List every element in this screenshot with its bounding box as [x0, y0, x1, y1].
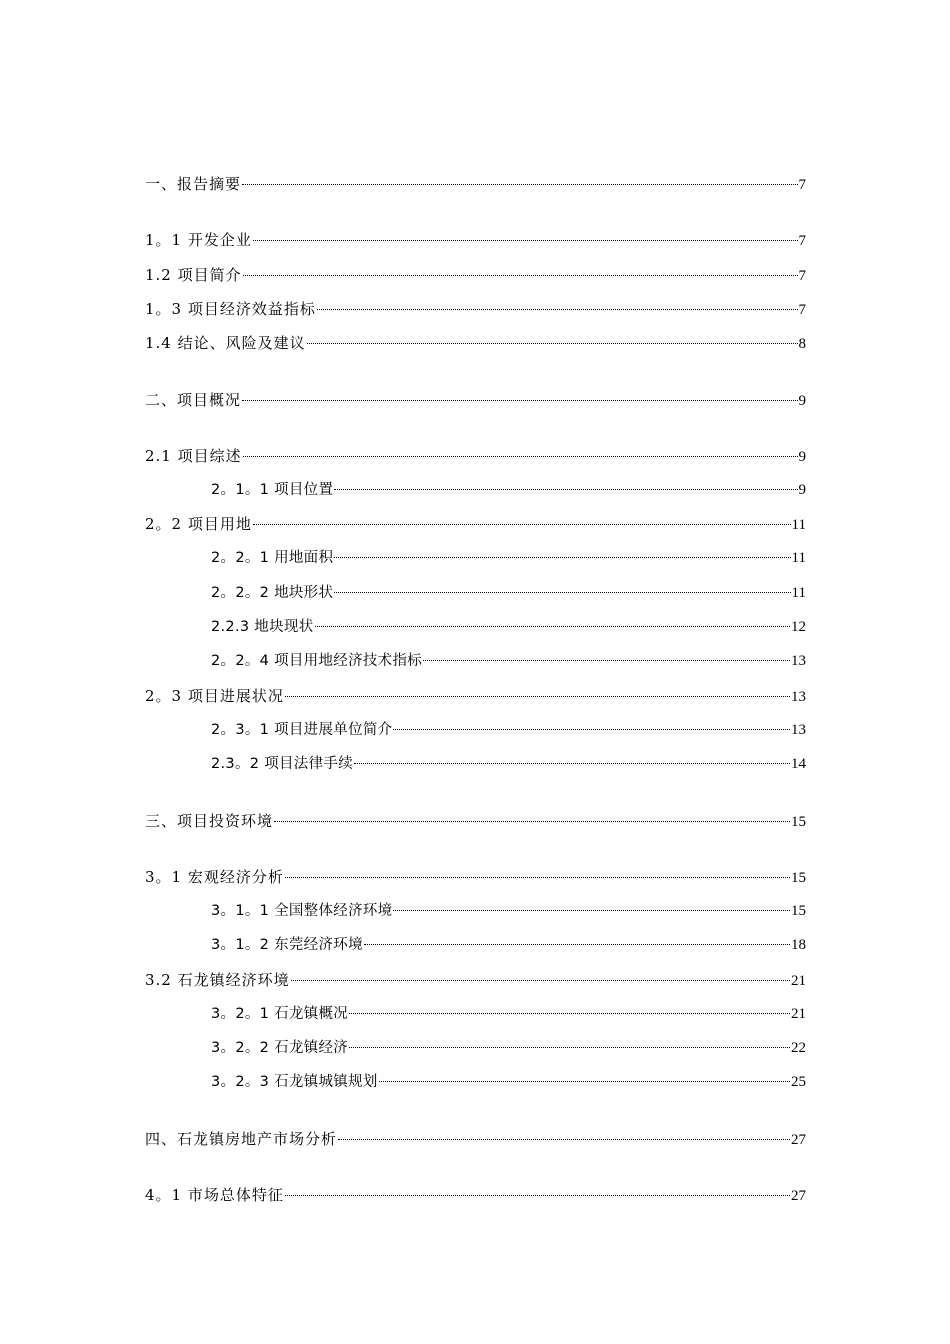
- toc-dot-leader: [379, 1081, 790, 1082]
- toc-page-number: 12: [791, 619, 806, 635]
- toc-entry-title: 2.3。2 项目法律手续: [211, 756, 353, 772]
- toc-entry-title: 3。2。3 石龙镇城镇规划: [211, 1074, 378, 1090]
- toc-dot-leader: [242, 400, 797, 401]
- toc-page-number: 11: [791, 585, 806, 601]
- toc-page-number: 18: [791, 937, 806, 953]
- toc-entry[interactable]: [211, 1036, 806, 1060]
- toc-dot-leader: [243, 275, 798, 276]
- toc-entry-title: 二、项目概况: [145, 391, 242, 409]
- toc-entry[interactable]: [211, 546, 806, 570]
- toc-entry[interactable]: [145, 228, 806, 252]
- toc-page-number: 25: [791, 1074, 806, 1090]
- toc-dot-leader: [354, 763, 790, 764]
- toc-dot-leader: [253, 240, 798, 241]
- toc-entry[interactable]: [211, 615, 806, 639]
- toc-dot-leader: [285, 696, 790, 697]
- toc-entry[interactable]: [145, 1183, 806, 1207]
- toc-entry[interactable]: [145, 809, 806, 833]
- toc-page-number: 21: [791, 1006, 806, 1022]
- toc-entry-title: 2。2。2 地块形状: [211, 585, 334, 601]
- toc-page-number: 9: [798, 393, 806, 409]
- toc-entry-title: 1.2 项目简介: [145, 266, 242, 284]
- toc-dot-leader: [243, 456, 798, 457]
- toc-entry[interactable]: [211, 1070, 806, 1094]
- toc-entry-title: 四、石龙镇房地产市场分析: [145, 1130, 338, 1148]
- toc-dot-leader: [242, 184, 797, 185]
- toc-dot-leader: [317, 309, 798, 310]
- toc-entry-title: 3。2。2 石龙镇经济: [211, 1040, 349, 1056]
- toc-dot-leader: [423, 660, 790, 661]
- toc-page-number: 7: [798, 302, 806, 318]
- toc-page-number: 13: [791, 689, 806, 705]
- toc-entry-title: 2。1。1 项目位置: [211, 482, 334, 498]
- toc-dot-leader: [285, 1195, 790, 1196]
- toc-page-number: 7: [798, 177, 806, 193]
- toc-dot-leader: [307, 343, 798, 344]
- toc-dot-leader: [315, 626, 790, 627]
- toc-dot-leader: [285, 877, 790, 878]
- toc-entry-title: 4。1 市场总体特征: [145, 1186, 284, 1204]
- toc-entry[interactable]: [145, 865, 806, 889]
- toc-page-number: 21: [791, 973, 806, 989]
- toc-dot-leader: [334, 489, 797, 490]
- toc-entry-title: 1.4 结论、风险及建议: [145, 334, 306, 352]
- toc-entry-title: 3。1。2 东莞经济环境: [211, 937, 363, 953]
- toc-entry-title: 2。3。1 项目进展单位简介: [211, 722, 393, 738]
- toc-entry-title: 3。2。1 石龙镇概况: [211, 1006, 349, 1022]
- toc-page-number: 7: [798, 233, 806, 249]
- toc-entry-title: 3。1 宏观经济分析: [145, 868, 284, 886]
- toc-page-number: 13: [791, 653, 806, 669]
- toc-entry[interactable]: [211, 478, 806, 502]
- toc-entry[interactable]: [211, 933, 806, 957]
- toc-dot-leader: [393, 729, 790, 730]
- toc-page-number: 14: [791, 756, 806, 772]
- toc-page-number: 8: [798, 336, 806, 352]
- toc-entry[interactable]: [145, 444, 806, 468]
- toc-entry-title: 2。2 项目用地: [145, 515, 252, 533]
- toc-dot-leader: [393, 910, 790, 911]
- toc-entry-title: 1。1 开发企业: [145, 231, 252, 249]
- toc-dot-leader: [291, 980, 790, 981]
- toc-entry[interactable]: [145, 968, 806, 992]
- toc-page-number: 15: [791, 903, 806, 919]
- toc-page-number: 11: [791, 517, 806, 533]
- toc-entry[interactable]: [211, 752, 806, 776]
- toc-entry-title: 3.2 石龙镇经济环境: [145, 971, 290, 989]
- toc-page-number: 15: [791, 870, 806, 886]
- toc-entry[interactable]: [211, 1002, 806, 1026]
- toc-dot-leader: [349, 1013, 790, 1014]
- toc-page-number: 27: [791, 1188, 806, 1204]
- toc-entry[interactable]: [145, 512, 806, 536]
- toc-page-number: 11: [791, 550, 806, 566]
- toc-entry-title: 2.2.3 地块现状: [211, 619, 314, 635]
- toc-entry[interactable]: [145, 388, 806, 412]
- toc-dot-leader: [349, 1047, 790, 1048]
- toc-entry[interactable]: [211, 899, 806, 923]
- toc-entry[interactable]: [145, 684, 806, 708]
- toc-page-number: 15: [791, 814, 806, 830]
- toc-entry[interactable]: [145, 1127, 806, 1151]
- toc-page-number: 9: [798, 482, 806, 498]
- toc-entry[interactable]: [145, 263, 806, 287]
- toc-entry-title: 2。3 项目进展状况: [145, 687, 284, 705]
- toc-page-number: 27: [791, 1132, 806, 1148]
- toc-dot-leader: [338, 1139, 790, 1140]
- toc-entry-title: 2.1 项目综述: [145, 447, 242, 465]
- toc-page-number: 7: [798, 268, 806, 284]
- toc-entry-title: 2。2。4 项目用地经济技术指标: [211, 653, 423, 669]
- toc-entry[interactable]: [211, 718, 806, 742]
- toc-entry-title: 3。1。1 全国整体经济环境: [211, 903, 393, 919]
- toc-entry[interactable]: [145, 172, 806, 196]
- toc-dot-leader: [274, 821, 790, 822]
- toc-entry-title: 一、报告摘要: [145, 175, 242, 193]
- toc-entry[interactable]: [145, 297, 806, 321]
- toc-entry[interactable]: [211, 649, 806, 673]
- toc-entry-title: 1。3 项目经济效益指标: [145, 300, 316, 318]
- toc-dot-leader: [253, 524, 791, 525]
- toc-page-number: 13: [791, 722, 806, 738]
- toc-entry-title: 2。2。1 用地面积: [211, 550, 334, 566]
- toc-page-number: 9: [798, 449, 806, 465]
- toc-dot-leader: [364, 944, 790, 945]
- toc-dot-leader: [334, 592, 790, 593]
- toc-entry[interactable]: [211, 581, 806, 605]
- toc-page-number: 22: [791, 1040, 806, 1056]
- toc-entry-title: 三、项目投资环境: [145, 812, 274, 830]
- toc-dot-leader: [334, 557, 790, 558]
- toc-entry[interactable]: [145, 331, 806, 355]
